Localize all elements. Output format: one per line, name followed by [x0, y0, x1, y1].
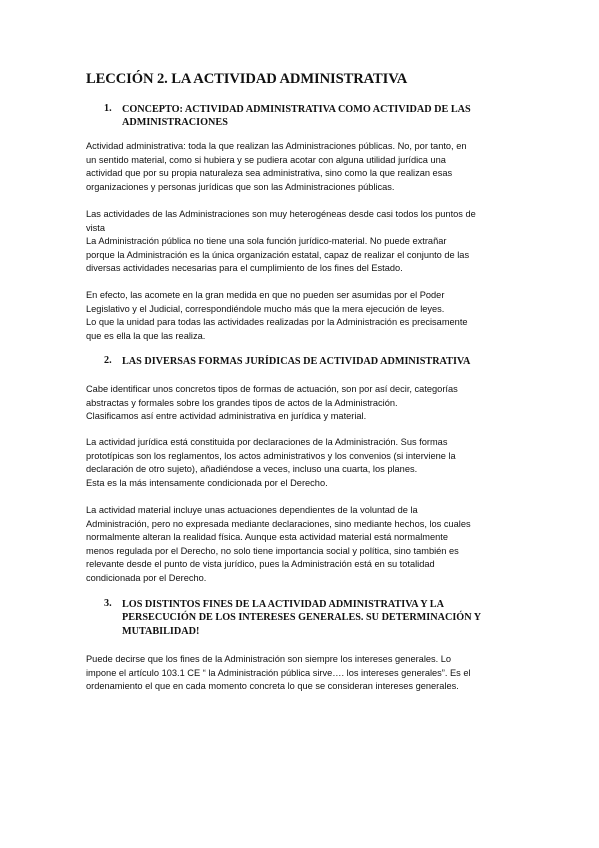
paragraph-forms — [86, 383, 526, 424]
text-line: Lo que la unidad para todas las actividades realizadas por la Administración es precisamente — [86, 317, 468, 328]
text-line: Cabe identificar unos concretos tipos de formas de actuación, son por así decir, categorías — [86, 384, 458, 394]
section-number: 2. — [104, 355, 112, 366]
text-line: vista — [86, 222, 106, 233]
text-line: diversas actividades necesarias para el cumplimiento de los fines del Estado. — [86, 263, 403, 274]
text-line: declaración de otro sujeto), añadiéndose a veces, incluso una cuarta, los planes. — [86, 464, 418, 475]
text-line: Clasificamos así entre actividad administrativa en jurídica y material. — [86, 411, 367, 422]
text-line: que es ella la que las realiza. — [86, 330, 206, 341]
section-number: 3. — [104, 598, 112, 609]
text-line: abstractas y formales sobre los grandes tipos de actos de la Administración. — [86, 397, 398, 408]
text-line: Las actividades de las Administraciones son muy heterogéneas desde casi todos los puntos de — [86, 209, 476, 219]
paragraph-heterogeneity — [86, 208, 526, 276]
section-title: LOS DISTINTOS FINES DE LA ACTIVIDAD ADMINISTRATIVA Y LA PERSECUCIÓN DE LOS INTERESES GENERALES. SU DETERMINACIÓN Y MUTABILIDAD! — [122, 599, 482, 637]
paragraph-concept — [86, 140, 526, 194]
paragraph-legislative — [86, 289, 526, 343]
text-line: impone el artículo 103.1 CE “ la Administración pública sirve…. los intereses generales”. Es el — [86, 667, 471, 678]
text-line: condicionada por el Derecho. — [86, 572, 207, 583]
text-line: La actividad material incluye unas actuaciones dependientes de la voluntad de la — [86, 505, 418, 515]
text-line: normalmente alteran la realidad física. Aunque esta actividad material está normalmente — [86, 532, 448, 543]
text-line: actividad que por su propia naturaleza sea administrativa, sino como la que realizan esas — [86, 168, 453, 179]
text-line: prototípicas son los reglamentos, los actos administrativos y los convenios (si interviene la — [86, 450, 456, 461]
paragraph-juridical-activity — [86, 436, 526, 490]
text-line: En efecto, las acomete en la gran medida en que no pueden ser asumidas por el Poder — [86, 290, 445, 300]
text-line: Legislativo y el Judicial, correspondiéndole mucho más que la mera ejecución de leyes. — [86, 303, 445, 314]
text-line: Actividad administrativa: toda la que realizan las Administraciones públicas. No, por tanto, en — [86, 141, 467, 151]
text-line: Administración, pero no expresada mediante declaraciones, sino mediante hechos, los cuales — [86, 518, 471, 529]
text-line: Esta es la más intensamente condicionada por el Derecho. — [86, 477, 328, 488]
text-line: relevante desde el punto de vista jurídico, pues la Administración está en su totalidad — [86, 559, 435, 570]
section-heading-2 — [104, 355, 524, 368]
section-title: CONCEPTO: ACTIVIDAD ADMINISTRATIVA COMO ACTIVIDAD DE LAS ADMINISTRACIONES — [122, 104, 471, 129]
text-line: La actividad jurídica está constituida por declaraciones de la Administración. Sus formas — [86, 437, 448, 447]
section-title: LAS DIVERSAS FORMAS JURÍDICAS DE ACTIVIDAD ADMINISTRATIVA — [122, 356, 471, 367]
text-line: menos regulada por el Derecho, no solo tiene importancia social y política, sino también es — [86, 545, 459, 556]
text-line: un sentido material, como si hubiera y se pudiera acotar con alguna utilidad jurídica una — [86, 154, 446, 165]
text-line: porque la Administración es la única organización estatal, capaz de realizar el conjunto de las — [86, 249, 470, 260]
paragraph-general-interests — [86, 653, 526, 694]
text-line: Puede decirse que los fines de la Administración son siempre los intereses generales. Lo — [86, 654, 452, 664]
paragraph-material-activity — [86, 504, 526, 585]
section-heading-1 — [104, 103, 524, 130]
lesson-title: LECCIÓN 2. LA ACTIVIDAD ADMINISTRATIVA — [86, 71, 408, 87]
text-line: organizaciones y personas jurídicas que son las Administraciones públicas. — [86, 181, 395, 192]
text-line: La Administración pública no tiene una sola función jurídico-material. No puede extrañar — [86, 236, 447, 247]
section-heading-3 — [104, 598, 524, 638]
text-line: ordenamiento el que en cada momento concreta lo que se consideran intereses generales. — [86, 681, 459, 692]
section-number: 1. — [104, 103, 112, 114]
